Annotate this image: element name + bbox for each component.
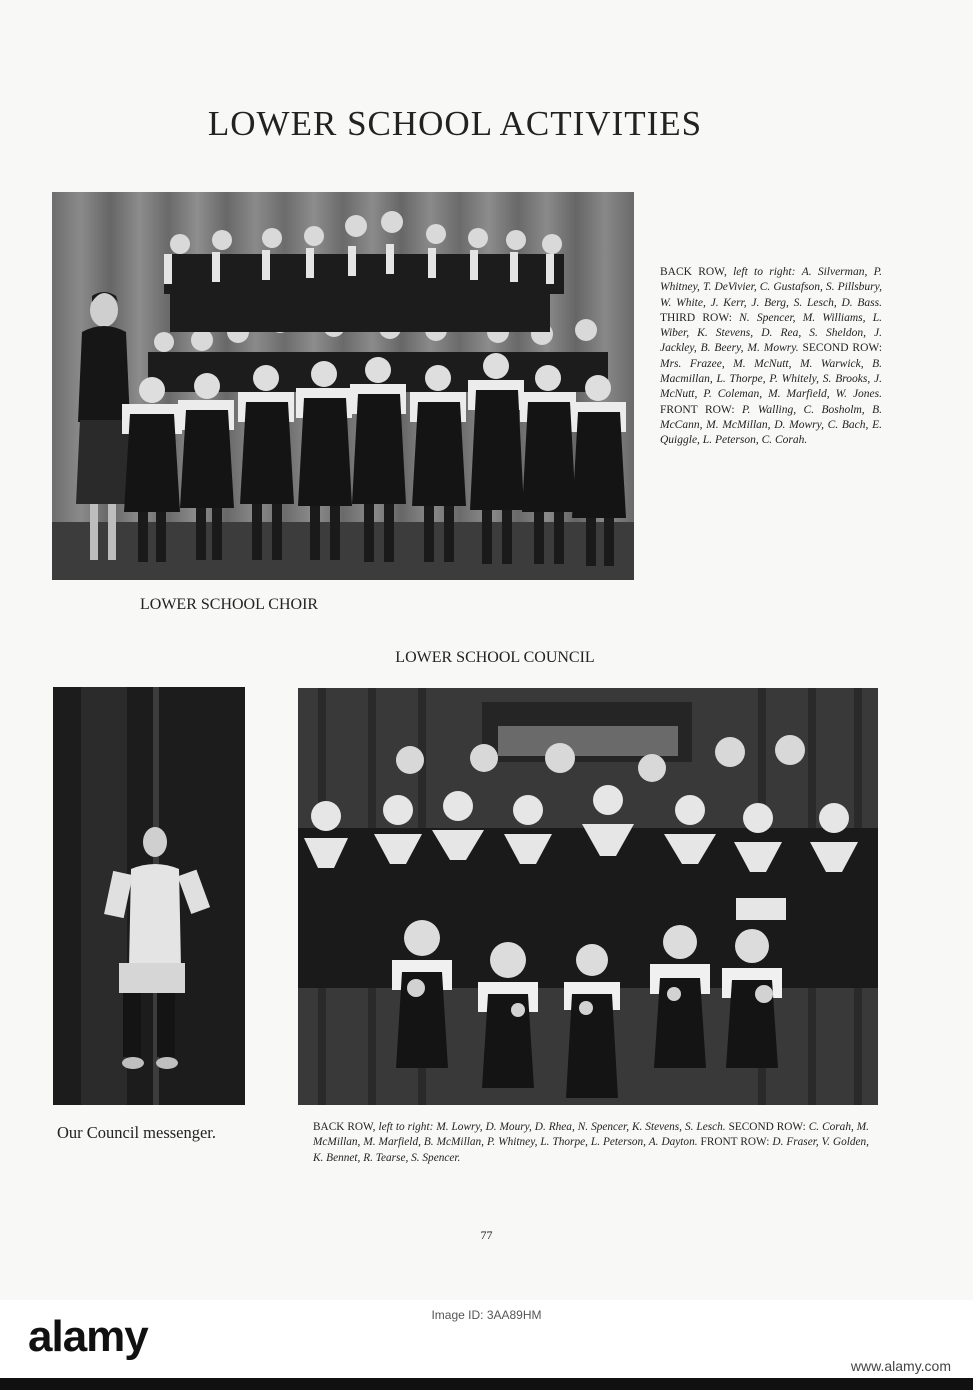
council-front-row-label: FRONT ROW: <box>700 1136 770 1149</box>
council-back-row-label: BACK ROW, <box>313 1121 376 1133</box>
choir-back-row-label: BACK ROW, <box>660 266 727 278</box>
choir-back-row-names: A. Silverman, P. Whitney, T. DeVivier, C. Gustafson, S. Pillsbury, W. White, J. Kerr, J. Berg, S. Lesch, D. Bass. <box>660 266 882 309</box>
brand-logo: alamy <box>28 1312 148 1361</box>
messenger-caption: Our Council messenger. <box>57 1123 217 1142</box>
choir-caption-title: LOWER SCHOOL CHOIR <box>140 596 319 613</box>
council-group-photo <box>298 688 878 1105</box>
page-number: 77 <box>480 1228 493 1242</box>
image-id: Image ID: 3AA89HM <box>431 1308 542 1322</box>
choir-second-row-label: SECOND ROW: <box>802 342 883 355</box>
council-front-row-names: D. Fraser, V. Golden, K. Bennet, R. Tearse, S. Spencer. <box>313 1136 869 1164</box>
messenger-photo <box>53 687 245 1105</box>
choir-second-row-names: Mrs. Frazee, M. McNutt, M. Warwick, B. Macmillan, L. Thorpe, P. Whitely, S. Brooks, J. McNutt, P. Coleman, M. Marfield, W. Jones. <box>660 357 882 401</box>
council-left-to-right: left to right: <box>378 1121 434 1133</box>
council-back-row-names: M. Lowry, D. Moury, D. Rhea, N. Spencer, K. Stevens, S. Lesch. <box>436 1121 726 1133</box>
council-heading: LOWER SCHOOL COUNCIL <box>395 649 595 666</box>
site-url: www.alamy.com <box>850 1358 951 1374</box>
council-second-row-names: C. Corah, M. McMillan, M. Marfield, B. McMillan, P. Whitney, L. Thorpe, L. Peterson, A. Dayton. <box>313 1121 869 1149</box>
page-title: LOWER SCHOOL ACTIVITIES <box>207 104 703 143</box>
choir-third-row-label: THIRD ROW: <box>660 311 732 324</box>
choir-names-caption <box>660 265 882 449</box>
choir-third-row-names: N. Spencer, M. Williams, L. Wiber, K. Stevens, D. Rea, S. Sheldon, J. Jackley, B. Beery, M. Mowry. <box>660 311 882 355</box>
choir-group-photo <box>52 192 634 580</box>
footer-bar <box>0 1378 973 1390</box>
choir-front-row-label: FRONT ROW: <box>660 403 735 416</box>
council-names-caption <box>313 1120 869 1166</box>
choir-front-row-names: P. Walling, C. Bosholm, B. McCann, M. McMillan, D. Mowry, C. Bach, E. Quiggle, L. Peterson, C. Corah. <box>660 403 883 447</box>
choir-left-to-right: left to right: <box>733 266 796 278</box>
council-second-row-label: SECOND ROW: <box>728 1121 806 1133</box>
